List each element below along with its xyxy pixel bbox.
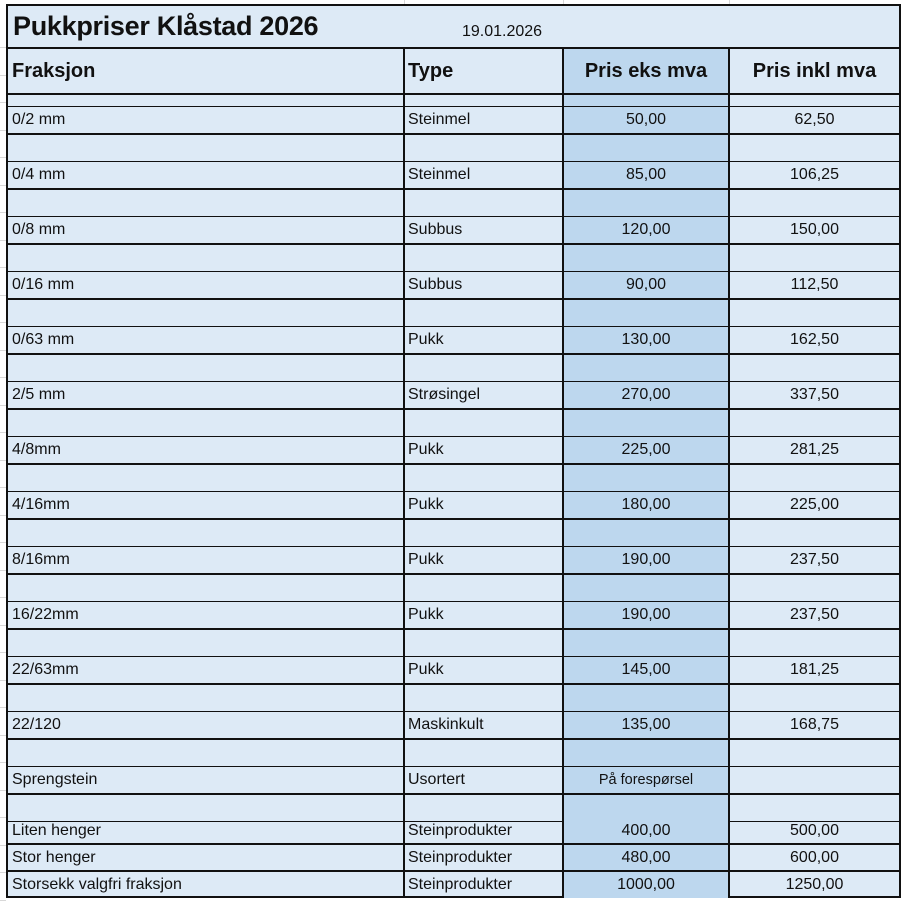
type-cell[interactable]: Steinprodukter xyxy=(405,818,564,843)
empty-cell[interactable] xyxy=(405,520,564,546)
table-row xyxy=(8,437,899,465)
empty-cell[interactable] xyxy=(564,465,730,491)
empty-cell[interactable] xyxy=(405,95,564,106)
empty-cell[interactable] xyxy=(564,95,730,106)
empty-cell[interactable] xyxy=(730,520,899,546)
empty-cell[interactable] xyxy=(564,135,730,161)
empty-cell[interactable] xyxy=(405,465,564,491)
pris-inkl-cell[interactable]: 112,50 xyxy=(790,276,839,293)
fraksjon-cell[interactable]: 0/4 mm xyxy=(8,162,405,188)
empty-cell[interactable] xyxy=(8,95,405,106)
fraksjon-cell[interactable]: Liten henger xyxy=(8,818,405,843)
blank-row xyxy=(8,300,899,327)
sheet-date[interactable]: 19.01.2026 xyxy=(462,23,543,40)
empty-cell[interactable] xyxy=(564,740,730,766)
empty-cell[interactable] xyxy=(564,410,730,436)
sheet-title[interactable]: Pukkpriser Klåstad 2026 xyxy=(13,11,319,41)
blank-row xyxy=(8,740,899,767)
empty-cell[interactable] xyxy=(730,410,899,436)
price-sheet xyxy=(6,4,901,898)
empty-cell[interactable] xyxy=(405,740,564,766)
empty-cell[interactable] xyxy=(8,135,405,161)
empty-cell[interactable] xyxy=(8,190,405,216)
empty-cell[interactable] xyxy=(564,245,730,271)
fraksjon-cell[interactable]: 0/2 mm xyxy=(8,107,405,133)
pris-inkl-cell[interactable]: 106,25 xyxy=(790,166,839,183)
empty-cell[interactable] xyxy=(730,355,899,381)
blank-row xyxy=(8,520,899,547)
table-row xyxy=(8,327,899,355)
table-row xyxy=(8,162,899,190)
type-cell[interactable]: Steinprodukter xyxy=(405,845,564,870)
table-row xyxy=(8,872,899,898)
blank-row xyxy=(8,630,899,657)
type-cell[interactable]: Pukk xyxy=(405,657,564,683)
blank-row xyxy=(8,135,899,162)
empty-cell[interactable] xyxy=(730,300,899,326)
empty-cell[interactable] xyxy=(564,630,730,656)
type-cell[interactable]: Steinprodukter xyxy=(405,872,564,898)
type-cell[interactable]: Pukk xyxy=(405,547,564,573)
empty-cell[interactable] xyxy=(8,685,405,711)
table-row xyxy=(8,107,899,135)
type-cell[interactable]: Steinmel xyxy=(405,162,564,188)
pris-inkl-cell[interactable]: 168,75 xyxy=(790,716,839,733)
pris-inkl-cell[interactable]: 337,50 xyxy=(790,386,839,403)
type-cell[interactable]: Maskinkult xyxy=(405,712,564,738)
table-row xyxy=(8,657,899,685)
blank-row xyxy=(8,355,899,382)
empty-cell[interactable] xyxy=(405,355,564,381)
header-pris-inkl-mva[interactable]: Pris inkl mva xyxy=(752,59,877,82)
fraksjon-cell[interactable]: 2/5 mm xyxy=(8,382,405,408)
blank-row xyxy=(8,465,899,492)
empty-cell[interactable] xyxy=(564,190,730,216)
pris-eks-cell[interactable]: 1000,00 xyxy=(564,872,730,898)
empty-cell[interactable] xyxy=(8,245,405,271)
pris-eks-cell[interactable]: 480,00 xyxy=(564,845,730,870)
fraksjon-cell[interactable]: 22/120 xyxy=(8,712,405,738)
spacer-row xyxy=(8,95,899,107)
fraksjon-cell[interactable]: 16/22mm xyxy=(8,602,405,628)
type-cell[interactable]: Pukk xyxy=(405,492,564,518)
type-cell[interactable]: Pukk xyxy=(405,602,564,628)
empty-cell[interactable] xyxy=(405,190,564,216)
table-row xyxy=(8,767,899,795)
pris-inkl-cell[interactable]: 181,25 xyxy=(790,661,839,678)
pris-inkl-cell[interactable]: 237,50 xyxy=(790,606,839,623)
fraksjon-cell[interactable]: 22/63mm xyxy=(8,657,405,683)
empty-cell[interactable] xyxy=(405,300,564,326)
pris-inkl-cell[interactable]: 225,00 xyxy=(790,496,839,513)
type-cell[interactable]: Steinmel xyxy=(405,107,564,133)
pris-eks-cell[interactable]: 180,00 xyxy=(564,492,730,518)
empty-cell[interactable] xyxy=(730,465,899,491)
blank-row xyxy=(8,245,899,272)
type-cell[interactable]: Subbus xyxy=(405,272,564,298)
pris-inkl-cell[interactable]: 237,50 xyxy=(790,551,839,568)
empty-cell[interactable] xyxy=(564,685,730,711)
empty-cell[interactable] xyxy=(405,630,564,656)
pris-inkl-cell[interactable]: 150,00 xyxy=(790,221,839,238)
empty-cell[interactable] xyxy=(8,300,405,326)
empty-cell[interactable] xyxy=(564,300,730,326)
pris-inkl-cell[interactable]: 500,00 xyxy=(790,821,839,839)
pris-eks-cell[interactable]: 130,00 xyxy=(564,327,730,353)
empty-cell[interactable] xyxy=(405,575,564,601)
table-row xyxy=(8,382,899,410)
empty-cell[interactable] xyxy=(8,465,405,491)
table-row xyxy=(8,547,899,575)
pris-inkl-cell[interactable]: 600,00 xyxy=(790,848,839,866)
fraksjon-cell[interactable]: 0/63 mm xyxy=(8,327,405,353)
empty-cell[interactable] xyxy=(564,575,730,601)
table-row xyxy=(8,217,899,245)
blank-row xyxy=(8,685,899,712)
table-row xyxy=(8,818,899,845)
header-fraksjon[interactable]: Fraksjon xyxy=(8,49,405,93)
pris-eks-cell[interactable]: 90,00 xyxy=(564,272,730,298)
empty-cell[interactable] xyxy=(730,95,899,106)
empty-cell[interactable] xyxy=(730,190,899,216)
type-cell[interactable]: Strøsingel xyxy=(405,382,564,408)
table-row xyxy=(8,845,899,872)
empty-cell[interactable] xyxy=(730,245,899,271)
type-cell[interactable]: Pukk xyxy=(405,437,564,463)
pris-eks-cell[interactable]: 50,00 xyxy=(564,107,730,133)
empty-cell[interactable] xyxy=(405,245,564,271)
fraksjon-cell[interactable]: Stor henger xyxy=(8,845,405,870)
pris-eks-cell[interactable]: 190,00 xyxy=(564,602,730,628)
type-cell[interactable]: Usortert xyxy=(405,767,564,793)
pris-eks-cell[interactable]: 400,00 xyxy=(564,818,730,843)
fraksjon-cell[interactable]: 4/16mm xyxy=(8,492,405,518)
empty-cell[interactable] xyxy=(405,135,564,161)
empty-cell[interactable] xyxy=(730,685,899,711)
fraksjon-cell[interactable]: 0/8 mm xyxy=(8,217,405,243)
blank-row xyxy=(8,190,899,217)
empty-cell[interactable] xyxy=(8,740,405,766)
pris-eks-cell[interactable]: 85,00 xyxy=(564,162,730,188)
empty-cell[interactable] xyxy=(564,355,730,381)
empty-cell[interactable] xyxy=(405,410,564,436)
pris-inkl-cell[interactable]: 62,50 xyxy=(794,111,835,128)
pris-eks-cell[interactable]: 270,00 xyxy=(564,382,730,408)
pris-inkl-cell[interactable]: 162,50 xyxy=(790,331,839,348)
type-cell[interactable]: Pukk xyxy=(405,327,564,353)
fraksjon-cell[interactable]: 4/8mm xyxy=(8,437,405,463)
blank-row xyxy=(8,575,899,602)
header-pris-eks-mva[interactable]: Pris eks mva xyxy=(564,49,730,93)
pris-inkl-cell[interactable] xyxy=(730,767,899,793)
empty-cell[interactable] xyxy=(730,575,899,601)
pris-inkl-cell[interactable]: 281,25 xyxy=(790,441,839,458)
empty-cell[interactable] xyxy=(730,740,899,766)
pris-inkl-cell[interactable]: 1250,00 xyxy=(785,876,844,893)
empty-cell[interactable] xyxy=(8,355,405,381)
empty-cell[interactable] xyxy=(730,630,899,656)
empty-cell[interactable] xyxy=(8,520,405,546)
empty-cell[interactable] xyxy=(730,135,899,161)
pris-eks-cell[interactable]: På forespørsel xyxy=(564,767,730,793)
fraksjon-cell[interactable]: 8/16mm xyxy=(8,547,405,573)
empty-cell[interactable] xyxy=(564,520,730,546)
header-row xyxy=(8,49,899,95)
fraksjon-cell[interactable]: 0/16 mm xyxy=(8,272,405,298)
table-row xyxy=(8,602,899,630)
table-row xyxy=(8,272,899,300)
empty-cell[interactable] xyxy=(8,575,405,601)
table-row xyxy=(8,492,899,520)
blank-row xyxy=(8,410,899,437)
pris-eks-cell[interactable]: 190,00 xyxy=(564,547,730,573)
empty-cell[interactable] xyxy=(405,685,564,711)
header-type[interactable]: Type xyxy=(405,49,564,93)
table-row xyxy=(8,712,899,740)
fraksjon-cell[interactable]: Sprengstein xyxy=(8,767,405,793)
title-row xyxy=(8,6,899,49)
pris-eks-cell[interactable]: 120,00 xyxy=(564,217,730,243)
type-cell[interactable]: Subbus xyxy=(405,217,564,243)
empty-cell[interactable] xyxy=(8,630,405,656)
pris-eks-cell[interactable]: 135,00 xyxy=(564,712,730,738)
empty-cell[interactable] xyxy=(8,410,405,436)
fraksjon-cell[interactable]: Storsekk valgfri fraksjon xyxy=(8,872,405,898)
pris-eks-cell[interactable]: 225,00 xyxy=(564,437,730,463)
pris-eks-cell[interactable]: 145,00 xyxy=(564,657,730,683)
